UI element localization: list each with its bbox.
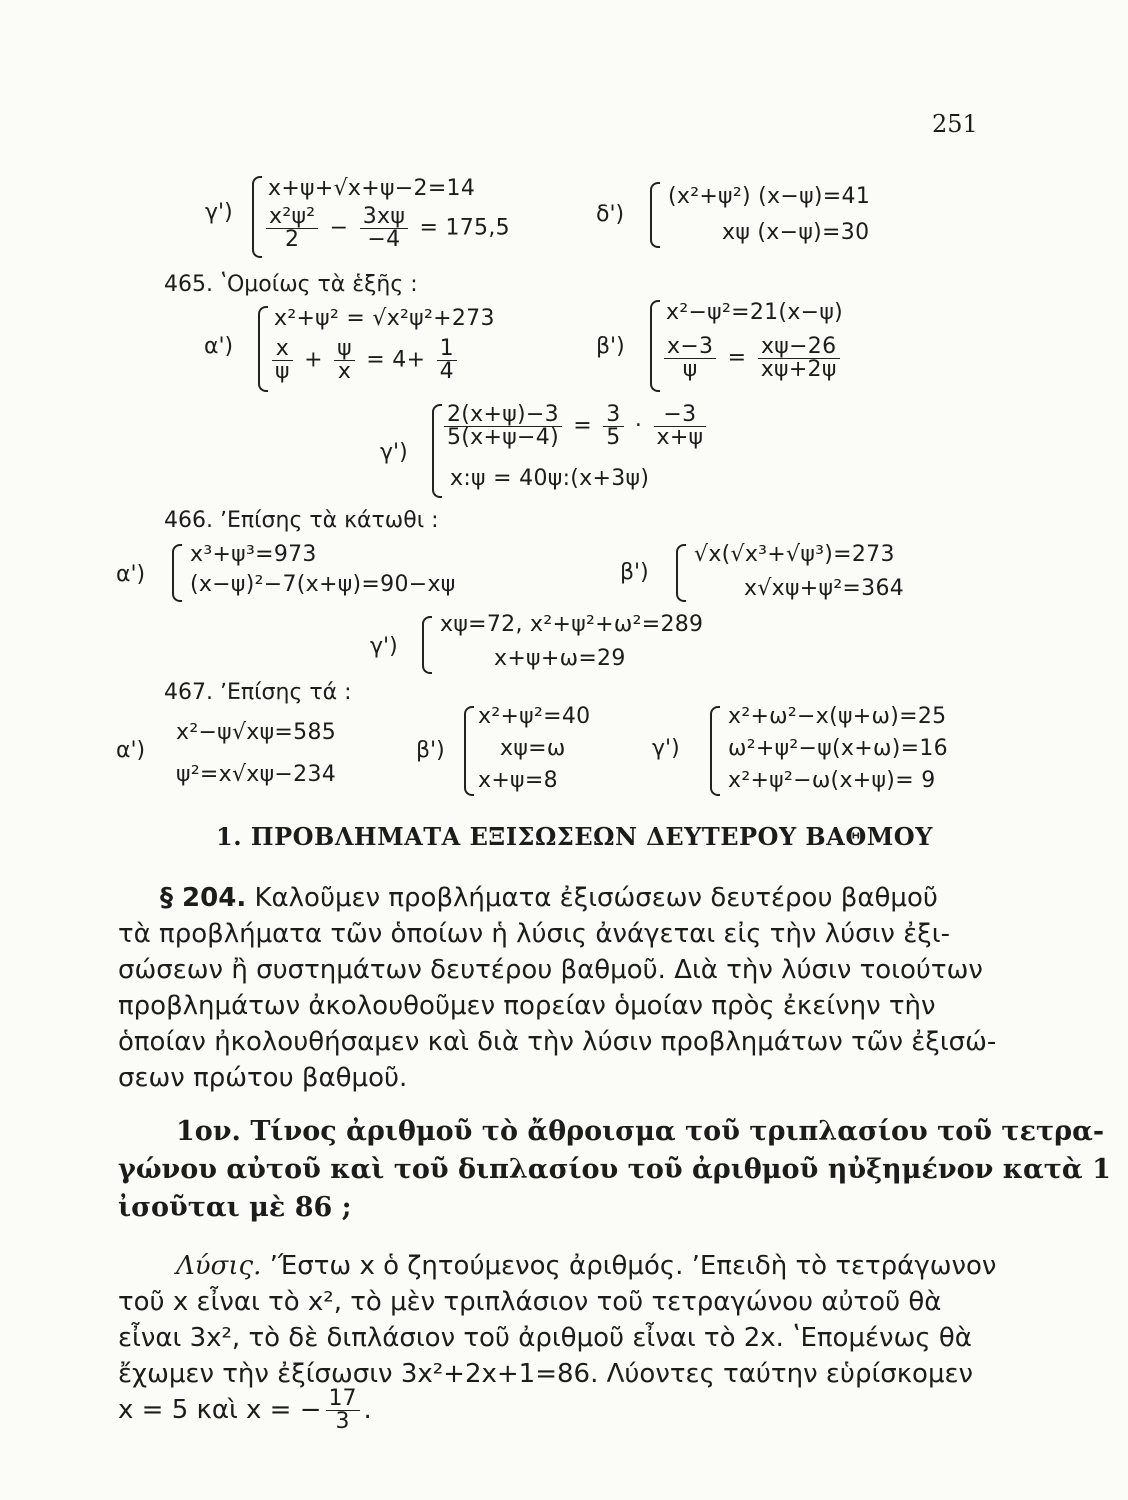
ex467-heading: 467. ʼΕπίσης τά : [164,680,352,705]
ex464-g-label: γ') [205,200,233,225]
ex464-d-brace [650,182,660,248]
ex467-b-label: β') [416,738,445,763]
ex467-c-brace [710,706,720,796]
ex467-b-eq2: xψ=ω [500,736,566,761]
problem1-line1: 1ον. Τίνος ἀριθμοῦ τὸ ἄθροισμα τοῦ τριπλασίου τοῦ τετρα- [176,1116,1105,1147]
ex467-a-eq1: x²−ψ√xψ=585 [176,720,337,745]
s204-line3: σώσεων ἢ συστημάτων δευτέρου βαθμοῦ. Διὰ τὴν λύσιν τοιούτων [118,955,983,985]
ex466-c-label: γ') [370,634,398,659]
ex466-c-brace [422,616,432,674]
ex464-d-eq2: xψ (x−ψ)=30 [722,220,870,245]
ex465-a-label: α') [204,334,234,359]
ex465-c-eq1: $\frac{2(x+\psi)-3}{5(x+\psi-4)}$ = $\frac{3}{5}$ · $\frac{-3}{x+\psi}$ [440,404,710,449]
ex464-g-eq2: $\frac{\text{x²ψ²}}{2}$ − $\frac{3x\psi}{-4}$ = 175,5 [262,206,510,251]
ex465-b-brace [650,300,660,392]
solution-line4: ἔχωμεν τὴν ἐξίσωσιν 3x²+2x+1=86. Λύοντες ταύτην εὑρίσκομεν [118,1359,974,1389]
solution-label: Λύσις. [176,1251,262,1281]
s204-line4: προβλημάτων ἀκολουθοῦμεν πορείαν ὁμοίαν πρὸς ἐκείνην τὴν [118,991,936,1021]
ex464-g-brace [252,176,262,258]
ex465-c-eq2: x:ψ = 40ψ:(x+3ψ) [450,466,650,491]
ex464-g-eq1: x+ψ+√x+ψ−2=14 [268,176,476,201]
ex466-a-brace [172,544,182,602]
s204-marker: § 204. [160,883,247,913]
ex466-a-eq2: (x−ψ)²−7(x+ψ)=90−xψ [190,572,456,597]
ex467-c-eq1: x²+ω²−x(ψ+ω)=25 [728,704,947,729]
ex466-b-eq1: √x(√x³+√ψ³)=273 [694,542,895,567]
ex467-c-eq3: x²+ψ²−ω(x+ψ)= 9 [728,768,936,793]
s204-line1: § 204. Καλοῦμεν προβλήματα ἐξισώσεων δευτέρου βαθμοῦ [160,883,938,913]
ex465-b-eq1: x²−ψ²=21(x−ψ) [666,300,844,325]
ex465-a-brace [258,306,268,392]
ex467-c-eq2: ω²+ψ²−ψ(x+ω)=16 [728,736,948,761]
ex465-b-eq2: $\frac{x-3}{\psi}$ = $\frac{x\psi-26}{x\psi+2\psi}$ [660,336,844,381]
ex464-d-eq1: (x²+ψ²) (x−ψ)=41 [668,184,871,209]
solution-line2: τοῦ x εἶναι τὸ x², τὸ μὲν τριπλάσιον τοῦ τετραγώνου αὐτοῦ θὰ [118,1287,942,1317]
ex466-b-brace [676,544,686,602]
problem1-line2: γώνου αὐτοῦ καὶ τοῦ διπλασίου τοῦ ἀριθμοῦ ηὐξημένον κατὰ 1 [118,1154,1111,1185]
ex466-c-eq1: xψ=72, x²+ψ²+ω²=289 [440,612,704,637]
solution-line5: x = 5 καὶ x = − $\frac{17}{3}$ . [118,1386,372,1434]
ex465-heading: 465. ʽΟμοίως τὰ ἑξῆς : [164,272,418,297]
ex467-a-label: α') [116,738,146,763]
ex467-b-eq3: x+ψ=8 [478,768,558,793]
problem1-line3: ἰσοῦται μὲ 86 ; [118,1192,352,1223]
s204-line6: σεων πρώτου βαθμοῦ. [118,1063,408,1093]
solution-line1: Λύσις. ʼΈστω x ὁ ζητούμενος ἀριθμός. ʼΕπειδὴ τὸ τετράγωνον [176,1251,997,1281]
ex466-c-eq2: x+ψ+ω=29 [494,646,626,671]
ex467-a-eq2: ψ²=x√xψ−234 [176,762,337,787]
ex466-a-eq1: x³+ψ³=973 [190,542,317,567]
ex464-d-label: δ') [596,202,625,227]
ex467-b-eq1: x²+ψ²=40 [478,704,591,729]
ex466-b-label: β') [620,560,649,585]
ex466-b-eq2: x√xψ+ψ²=364 [744,576,905,601]
solution-line3: εἶναι 3x², τὸ δὲ διπλάσιον τοῦ ἀριθμοῦ εἶναι τὸ 2x. ʽΕπομένως θὰ [118,1323,972,1353]
ex467-b-brace [464,706,474,796]
ex465-c-label: γ') [380,440,408,465]
page-number: 251 [932,110,978,138]
ex466-heading: 466. ʼΕπίσης τὰ κάτωθι : [164,508,439,533]
s204-line2: τὰ προβλήματα τῶν ὁποίων ἡ λύσις ἀνάγεται εἰς τὴν λύσιν ἐξι- [118,919,950,949]
ex467-c-label: γ') [652,736,680,761]
ex465-a-eq2: $\frac{x}{\psi}$ + $\frac{\psi}{x}$ = 4+ $\frac{1}{4}$ [268,338,461,383]
ex465-a-eq1: x²+ψ² = √x²ψ²+273 [274,306,495,331]
ex466-a-label: α') [116,562,146,587]
ex465-b-label: β') [596,334,625,359]
s204-line5: ὁποίαν ἠκολουθήσαμεν καὶ διὰ τὴν λύσιν προβλημάτων τῶν ἐξισώ- [118,1027,997,1057]
section-title: 1. ΠΡΟΒΛΗΜΑΤΑ ΕΞΙΣΩΣΕΩΝ ΔΕΥΤΕΡΟΥ ΒΑΘΜΟΥ [216,822,933,851]
